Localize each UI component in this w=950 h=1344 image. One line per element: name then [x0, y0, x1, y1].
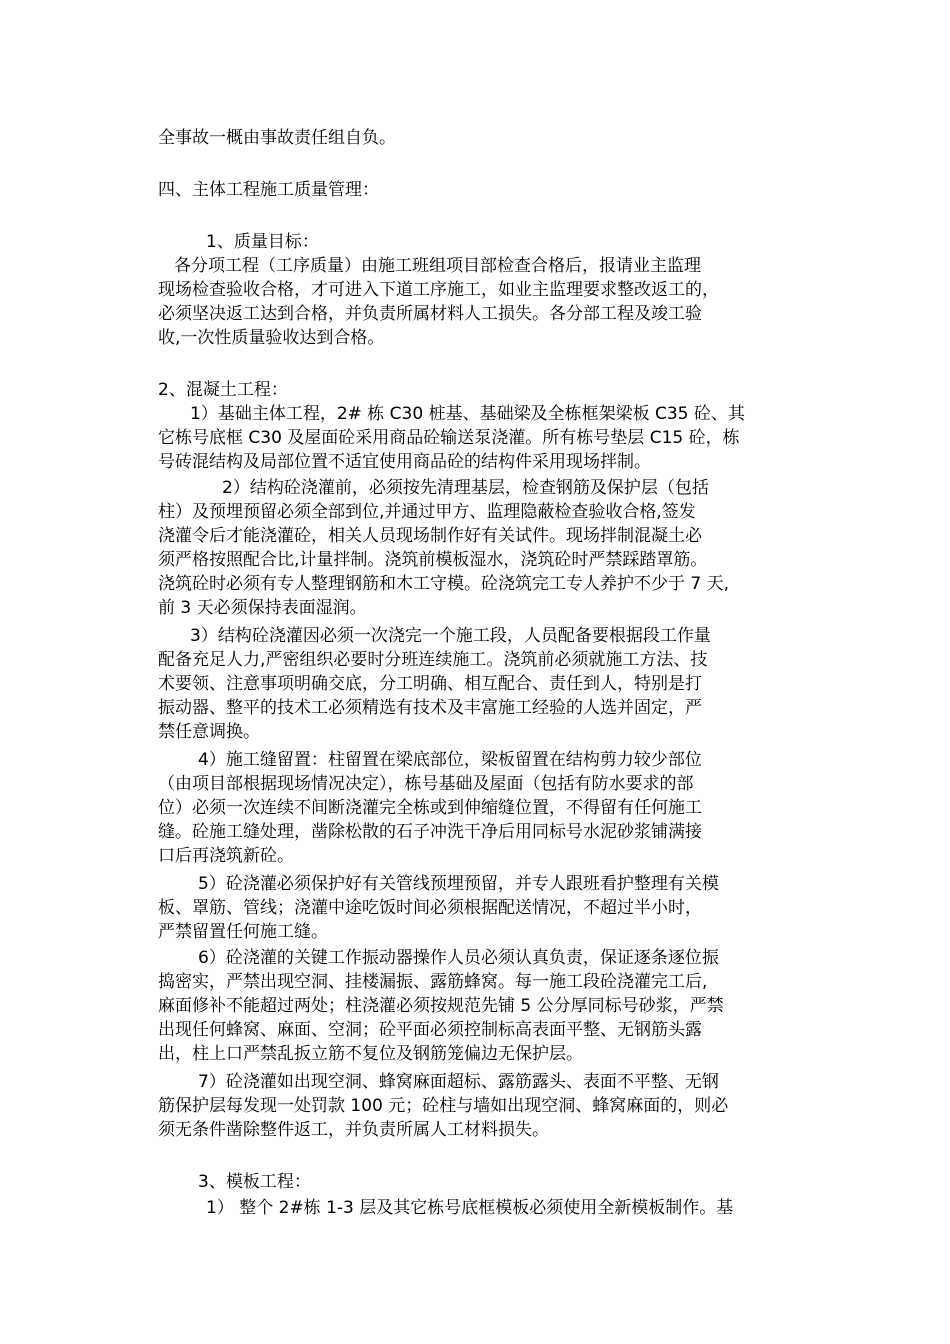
intro-tail: 全事故一概由事故责任组自负。 — [158, 128, 396, 148]
formwork-heading: 3、模板工程： — [198, 1172, 311, 1192]
concrete-item-4: 4）施工缝留置：柱留置在梁底部位，梁板留置在结构剪力较少部位 （由项目部根据现场情况决定），栋号基础及屋面（包括有防水要求的部 位）必须一次连续不间断浇灌完全栋或到伸缩缝位置，不得留有任何施工 缝。砼施工缝处理，凿除松散的石子冲洗干净后用同标号水泥砂浆铺满接 口后再浇筑新砼。 — [158, 750, 702, 866]
concrete-item-6: 6）砼浇灌的关键工作振动器操作人员必须认真负责，保证逐条逐位振 捣密实，严禁出现空洞、挂楼漏振、露筋蜂窝。每一施工段砼浇灌完工后, 麻面修补不能超过两处；柱浇灌必须按规范先铺 5 公分厚同标号砂浆，严禁 出现任何蜂窝、麻面、空洞；砼平面必须控制标高表面平整、无钢筋头露 出，柱上口严禁乱扳立筋不复位及钢筋笼偏边无保护层。 — [158, 948, 724, 1064]
concrete-item-7: 7）砼浇灌如出现空洞、蜂窝麻面超标、露筋露头、表面不平整、无钢 筋保护层每发现一处罚款 100 元；砼柱与墙如出现空洞、蜂窝麻面的，则必 须无条件凿除整件返工，并负责所属人工材料损失。 — [158, 1072, 729, 1140]
concrete-heading: 2、混凝土工程： — [158, 380, 288, 400]
concrete-item-1: 1）基础主体工程，2# 栋 C30 桩基、基础梁及全栋框架梁板 C35 砼、其 它栋号底框 C30 及屋面砼采用商品砼输送泵浇灌。所有栋号垫层 C15 砼，栋 号砖混结构及局部位置不适宜使用商品砼的结构件采用现场拌制。 — [158, 404, 745, 472]
concrete-item-2: 2）结构砼浇灌前，必须按先清理基层，检查钢筋及保护层（包括 柱）及预埋预留必须全部到位,并通过甲方、监理隐蔽检查验收合格,签发 浇灌令后才能浇灌砼，相关人员现场制作好有关试件。现场拌制混凝土必 须严格按照配合比,计量拌制。浇筑前模板湿水，浇筑砼时严禁踩踏罩筋。 浇筑砼时必须有专人整理钢筋和木工守模。砼浇筑完工专人养护不少于 7 天, 前 3 天必须保持表面湿润。 — [158, 478, 730, 618]
quality-paragraph: 各分项工程（工序质量）由施工班组项目部检查合格后，报请业主监理 现场检查验收合格，才可进入下道工序施工，如业主监理要求整改返工的， 必须坚决返工达到合格，并负责所属材料人工损失。各分部工程及竣工验 收,一次性质量验收达到合格。 — [158, 256, 719, 348]
section-title: 四、主体工程施工质量管理： — [158, 180, 379, 200]
quality-heading: 1、质量目标： — [206, 232, 319, 252]
concrete-item-3: 3）结构砼浇灌因必须一次浇完一个施工段，人员配备要根据段工作量 配备充足人力,严密组织必要时分班连续施工。浇筑前必须就施工方法、技 术要领、注意事项明确交底，分工明确、相互配合、责任到人，特别是打 振动器、整平的技术工必须精选有技术及丰富施工经验的人选并固定，严 禁任意调换。 — [158, 626, 711, 742]
concrete-item-5: 5）砼浇灌必须保护好有关管线预埋预留，并专人跟班看护整理有关模 板、罩筋、管线；浇灌中途吃饭时间必须根据配送情况，不超过半小时， 严禁留置任何施工缝。 — [158, 874, 719, 942]
formwork-item-1: 1） 整个 2#栋 1-3 层及其它栋号底框模板必须使用全新模板制作。基 — [206, 1198, 734, 1218]
